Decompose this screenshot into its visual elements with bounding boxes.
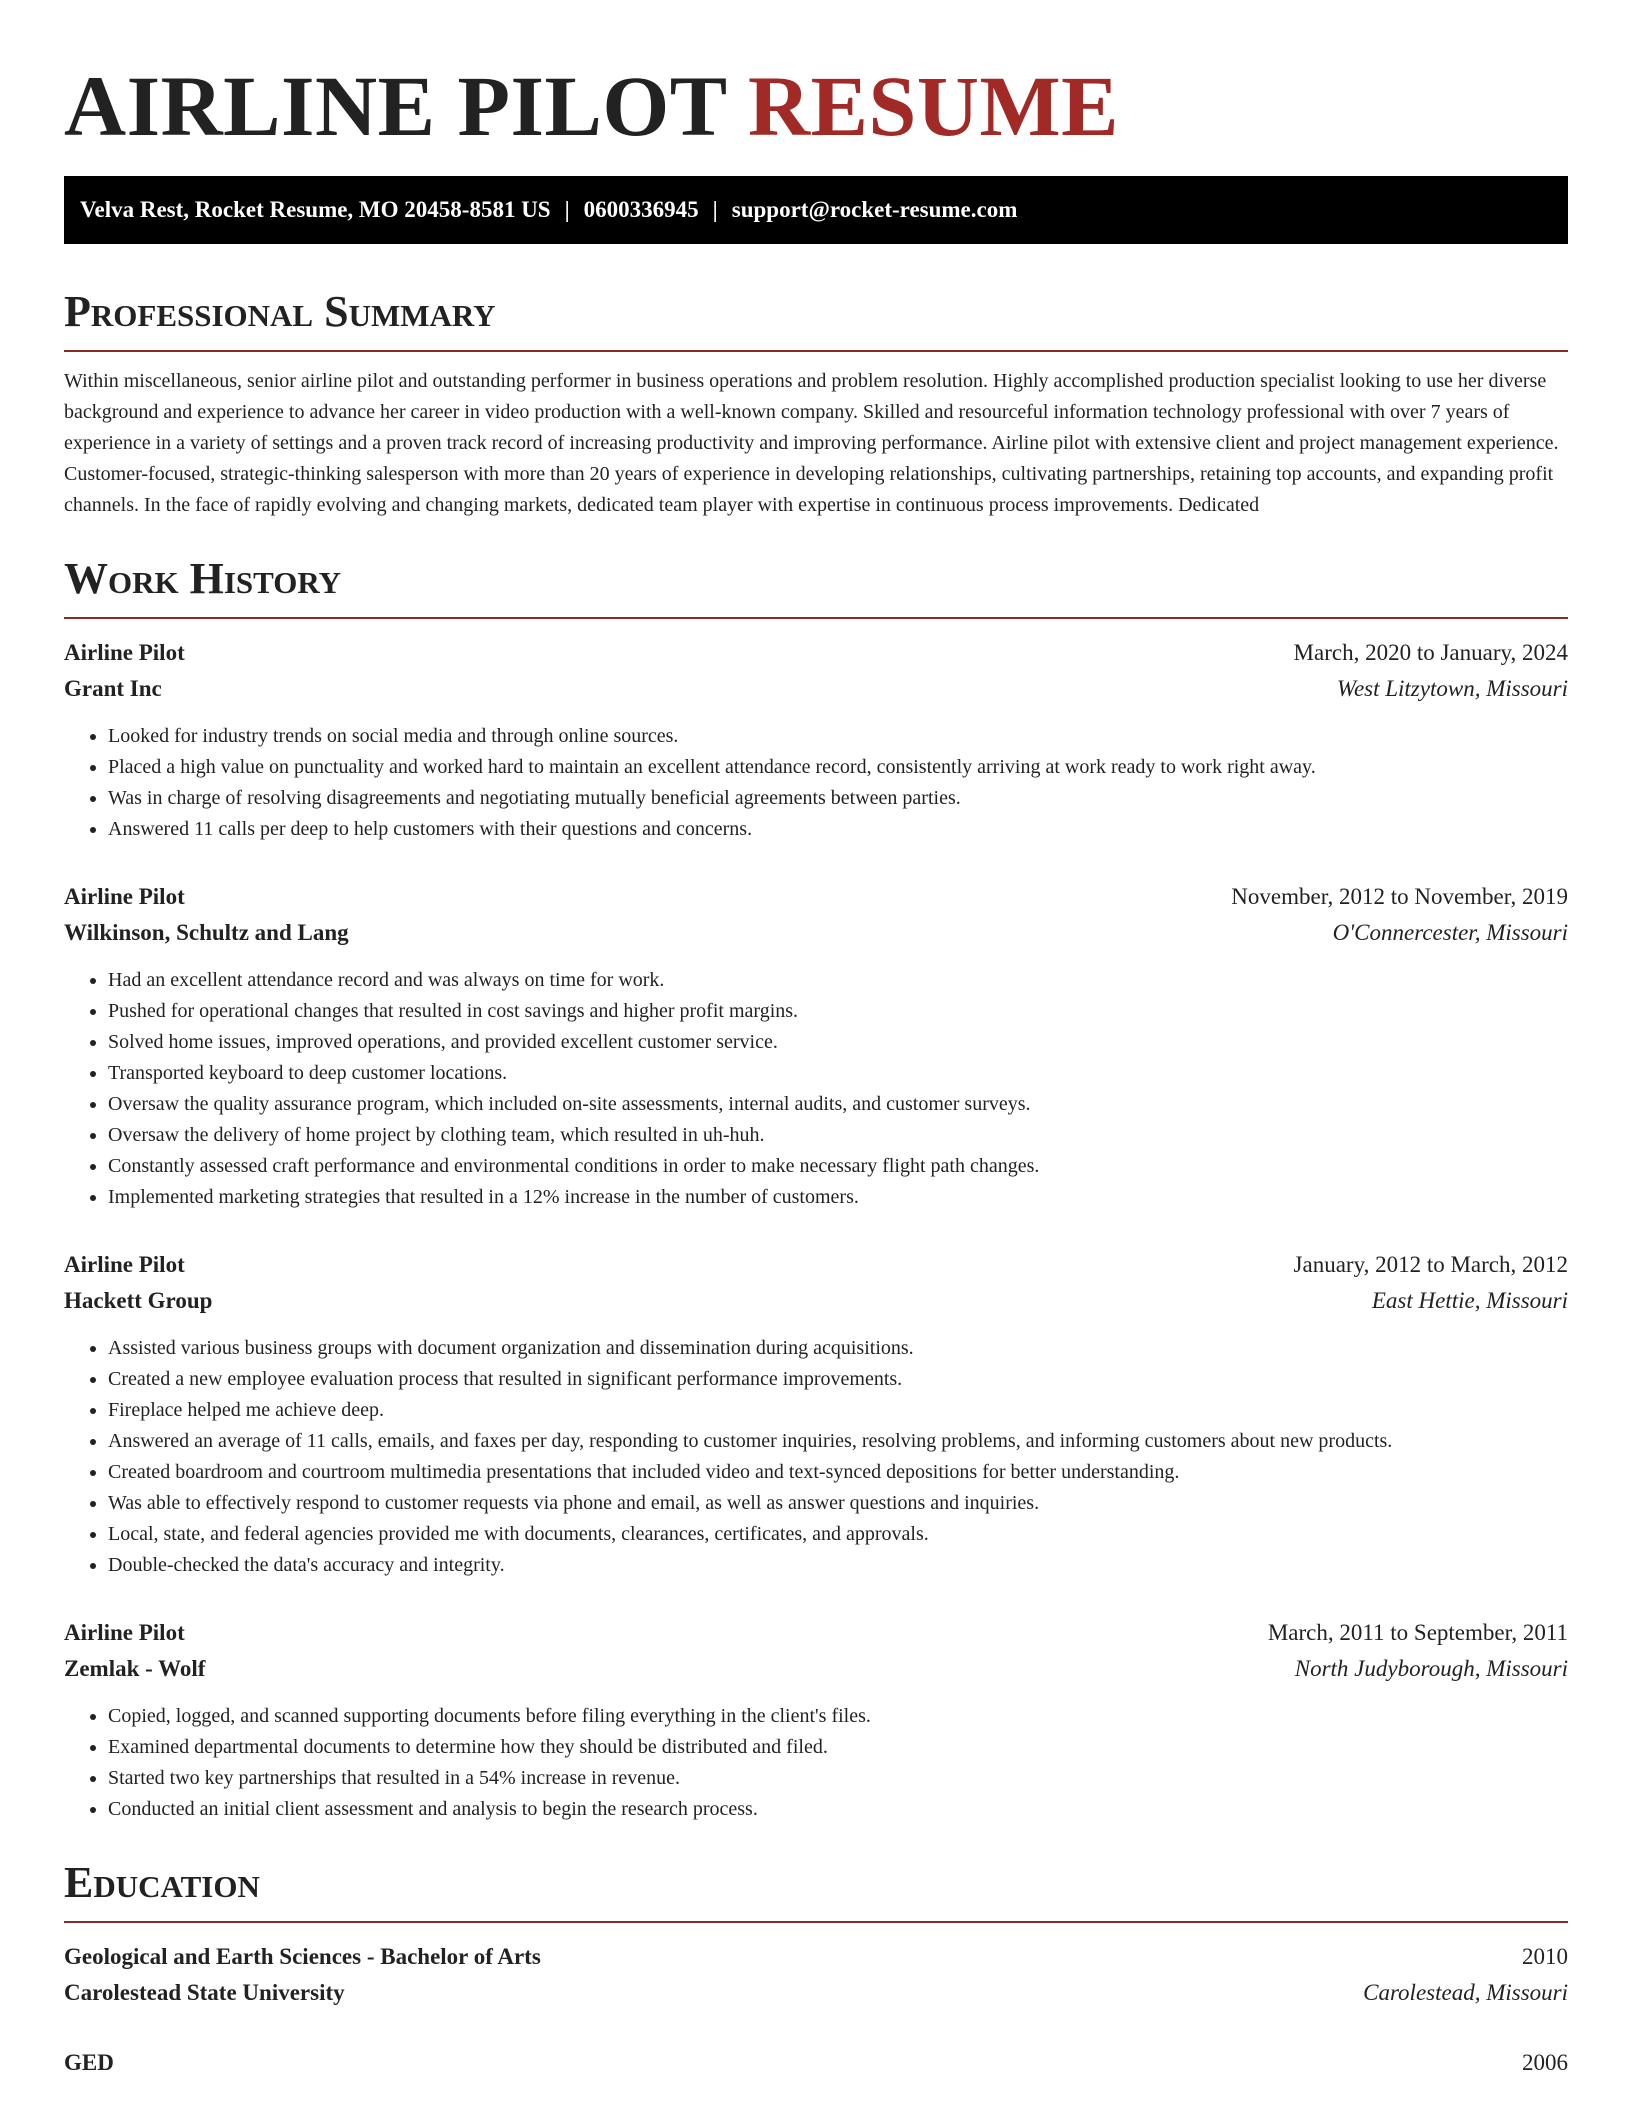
- list-item: • Local, state, and federal agencies provided me with documents, clearances, certificates, and approvals.: [108, 1519, 1568, 1550]
- title-main: AIRLINE PILOT: [64, 58, 727, 154]
- list-item: • Created a new employee evaluation process that resulted in significant performance improvements.: [108, 1364, 1568, 1395]
- job-bullets: [64, 721, 1568, 845]
- job-company: Hackett Group: [64, 1288, 213, 1313]
- contact-separator: |: [712, 197, 718, 222]
- list-item: • Created boardroom and courtroom multimedia presentations that included video and text-synced depositions for better understanding.: [108, 1457, 1568, 1488]
- list-item: • Solved home issues, improved operations, and provided excellent customer service.: [108, 1027, 1568, 1058]
- job-company: Zemlak - Wolf: [64, 1656, 206, 1681]
- list-item: • Was able to effectively respond to customer requests via phone and email, as well as answer questions and inquiries.: [108, 1488, 1568, 1519]
- list-item: • Oversaw the quality assurance program, which included on-site assessments, internal audits, and customer surveys.: [108, 1089, 1568, 1120]
- education-entry: [64, 1939, 1568, 2011]
- professional-summary-section: [64, 284, 1568, 521]
- job-bullets: [64, 1333, 1568, 1581]
- job-dates: January, 2012 to March, 2012: [1293, 1252, 1568, 1277]
- edu-school: Carolestead State University: [64, 1980, 345, 2005]
- list-item: • Copied, logged, and scanned supporting documents before filing everything in the client's files.: [108, 1701, 1568, 1732]
- job-entry: [64, 1615, 1568, 1825]
- contact-separator: |: [564, 197, 570, 222]
- job-bullets: [64, 965, 1568, 1213]
- list-item: • Fireplace helped me achieve deep.: [108, 1395, 1568, 1426]
- job-dates: March, 2011 to September, 2011: [1267, 1620, 1568, 1645]
- section-heading-education: Education: [64, 1855, 1568, 1923]
- work-history-section: [64, 551, 1568, 1825]
- list-item: • Started two key partnerships that resulted in a 54% increase in revenue.: [108, 1763, 1568, 1794]
- edu-degree: GED: [64, 2050, 114, 2075]
- job-title: Airline Pilot: [64, 1252, 185, 1277]
- list-item: • Answered 11 calls per deep to help customers with their questions and concerns.: [108, 814, 1568, 845]
- contact-bar: [64, 176, 1568, 244]
- job-entry: [64, 879, 1568, 1213]
- contact-email: support@rocket-resume.com: [731, 197, 1018, 222]
- edu-year: 2010: [1522, 1944, 1568, 1969]
- list-item: • Double-checked the data's accuracy and integrity.: [108, 1550, 1568, 1581]
- list-item: • Looked for industry trends on social media and through online sources.: [108, 721, 1568, 752]
- job-dates: March, 2020 to January, 2024: [1293, 640, 1568, 665]
- resume-title: [64, 0, 1568, 156]
- job-location: North Judyborough, Missouri: [1294, 1656, 1568, 1681]
- list-item: • Answered an average of 11 calls, emails, and faxes per day, responding to customer inquiries, resolving problems, and informing customers about new products.: [108, 1426, 1568, 1457]
- job-title: Airline Pilot: [64, 884, 185, 909]
- list-item: • Assisted various business groups with document organization and dissemination during acquisitions.: [108, 1333, 1568, 1364]
- contact-address: Velva Rest, Rocket Resume, MO 20458-8581 US: [80, 197, 551, 222]
- job-company: Grant Inc: [64, 676, 162, 701]
- job-company: Wilkinson, Schultz and Lang: [64, 920, 349, 945]
- contact-phone: 0600336945: [583, 197, 699, 222]
- summary-text: Within miscellaneous, senior airline pilot and outstanding performer in business operations and problem resolution. Highly accomplished production specialist looking to use her diverse background and experience to advance her career in video production with a well-known company. Skilled and resourceful information technology professional with over 7 years of experience in a variety of settings and a proven track record of increasing productivity and improving performance. Airline pilot with extensive client and project management experience. Customer-focused, strategic-thinking salesperson with more than 20 years of experience in developing relationships, cultivating partnerships, retaining top accounts, and expanding profit channels. In the face of rapidly evolving and changing markets, dedicated team player with expertise in continuous process improvements. Dedicated: [64, 370, 1559, 516]
- job-location: O'Connercester, Missouri: [1332, 920, 1568, 945]
- list-item: • Had an excellent attendance record and was always on time for work.: [108, 965, 1568, 996]
- list-item: • Implemented marketing strategies that resulted in a 12% increase in the number of customers.: [108, 1182, 1568, 1213]
- education-section: [64, 1855, 1568, 2081]
- job-title: Airline Pilot: [64, 640, 185, 665]
- education-entry: [64, 2045, 1568, 2081]
- list-item: • Conducted an initial client assessment and analysis to begin the research process.: [108, 1794, 1568, 1825]
- list-item: • Oversaw the delivery of home project by clothing team, which resulted in uh-huh.: [108, 1120, 1568, 1151]
- job-location: West Litzytown, Missouri: [1336, 676, 1568, 701]
- section-heading-work: Work History: [64, 551, 1568, 619]
- edu-location: Carolestead, Missouri: [1363, 1980, 1568, 2005]
- list-item: • Placed a high value on punctuality and worked hard to maintain an excellent attendance record, consistently arriving at work ready to work right away.: [108, 752, 1568, 783]
- job-entry: [64, 1247, 1568, 1581]
- edu-degree: Geological and Earth Sciences - Bachelor of Arts: [64, 1944, 541, 1969]
- list-item: • Was in charge of resolving disagreements and negotiating mutually beneficial agreements between parties.: [108, 783, 1568, 814]
- list-item: • Pushed for operational changes that resulted in cost savings and higher profit margins.: [108, 996, 1568, 1027]
- job-entry: [64, 635, 1568, 845]
- title-accent: RESUME: [748, 58, 1119, 154]
- job-dates: November, 2012 to November, 2019: [1231, 884, 1568, 909]
- edu-year: 2006: [1522, 2050, 1568, 2075]
- list-item: • Constantly assessed craft performance and environmental conditions in order to make necessary flight path changes.: [108, 1151, 1568, 1182]
- list-item: • Transported keyboard to deep customer locations.: [108, 1058, 1568, 1089]
- job-title: Airline Pilot: [64, 1620, 185, 1645]
- job-location: East Hettie, Missouri: [1371, 1288, 1568, 1313]
- list-item: • Examined departmental documents to determine how they should be distributed and filed.: [108, 1732, 1568, 1763]
- section-heading-summary: Professional Summary: [64, 284, 1568, 352]
- job-bullets: [64, 1701, 1568, 1825]
